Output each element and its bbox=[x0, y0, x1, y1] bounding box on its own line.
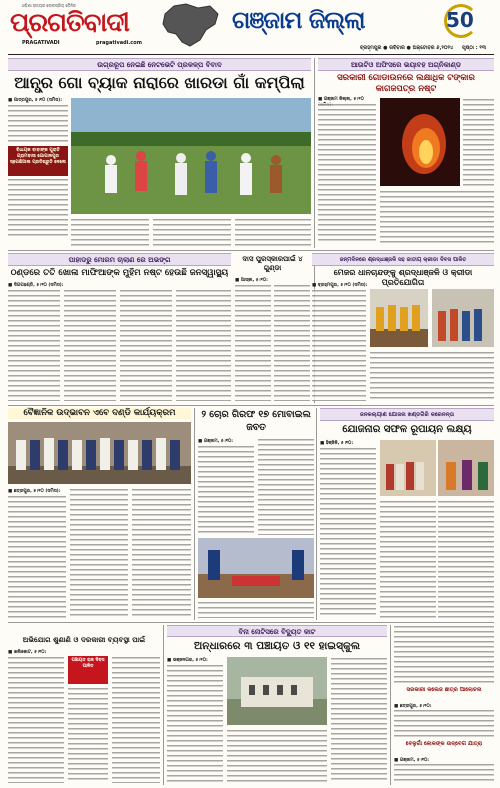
brief-1-headline: ସରକାରୀ କଲେଜ ଛାତ୍ର ଆଲୋଚନା bbox=[406, 687, 482, 693]
story-5-headline: ମେଜର ଧାନଚାନ୍ଦଙ୍କୁ ଶ୍ରଦ୍ଧାଞ୍ଜଳି ଓ କ୍ରୀଡା ପ୍ରତିଯୋଗିତା bbox=[333, 268, 473, 287]
story-9-body-3 bbox=[112, 656, 160, 783]
brief-2-byline: ■ ଗଞ୍ଜାମ, ୫।୧୦: bbox=[394, 758, 430, 763]
brief-0-body bbox=[394, 625, 494, 683]
story-9-sub: ପଞ୍ଚାୟତ ରାଜ ଦିବସ ପାଳିତ bbox=[71, 658, 105, 669]
paper-name-en: PRAGATIVADI bbox=[22, 40, 60, 46]
brief-1-body bbox=[394, 709, 494, 737]
story-7-body-1 bbox=[198, 445, 254, 535]
story-10-kicker: ବିନା ନୋଟିସରେ ବିଦ୍ୟୁତ କାଟ bbox=[167, 625, 387, 637]
brief-2-headline: ବେଳୁଗାଁ ଲୋକଙ୍କ ଉଦ୍ବେଗ ଯାତ୍ରା bbox=[405, 741, 483, 747]
story-8-byline: ■ ହିଞ୍ଜିଳି, ୫।୧୦: bbox=[320, 441, 354, 446]
story-8-kicker: ଜନକଲ୍ୟାଣ ଯୋଜନା ଖଣ୍ଡଗିରି କରେନନ୍ତା bbox=[320, 408, 494, 421]
story-1-byline: ■ ପାତ୍ରପୁର, ୫।୧୦ (ସମିସ): bbox=[8, 98, 63, 103]
story-2-body bbox=[318, 103, 376, 243]
story-3 bbox=[8, 253, 231, 403]
story-3-headline: ଠଣ୍ଡରେ ତତି ଖୋଳା ମାଫିଆଙ୍କ ମୁହିମ ନଷ୍ଟ ହେଉଛି ଜନସ୍ୱାସ୍ଥ୍ୟ bbox=[10, 268, 229, 278]
story-4-body-2 bbox=[274, 284, 310, 401]
story-4 bbox=[235, 253, 310, 403]
masthead-rule bbox=[8, 54, 494, 55]
story-1-body-3 bbox=[71, 218, 149, 246]
story-6-headline: ବୈଜ୍ଞାନିକ ଉଦ୍ଭାବନ ଏବେ ଦଣ୍ଡି କାର୍ଯ୍ୟକ୍ରମ bbox=[8, 408, 191, 419]
story-8-body-1 bbox=[320, 447, 376, 618]
story-1-body-5 bbox=[235, 218, 311, 246]
story-6-body-3 bbox=[132, 488, 191, 618]
story-6-body-1 bbox=[8, 495, 66, 618]
story-5-body-2 bbox=[370, 351, 494, 401]
row-rule-3 bbox=[8, 622, 494, 623]
brief-2-body bbox=[394, 763, 494, 783]
website: pragativadi.com bbox=[96, 40, 142, 46]
story-5-kicker: ଜନ୍ମଦିନରେ ଶ୍ରଦ୍ଧାଞ୍ଜଳି ସହ ଜାତୀୟ କ୍ରୀଡା ଦିବସ ପାଳିତ bbox=[312, 253, 494, 266]
story-2-body-3 bbox=[380, 190, 494, 244]
story-5-photo-1 bbox=[370, 289, 428, 347]
column-rule-3 bbox=[194, 408, 195, 620]
story-1-body bbox=[8, 104, 68, 144]
story-9-body-1 bbox=[8, 656, 64, 783]
briefs bbox=[394, 625, 494, 785]
story-1-body-2 bbox=[8, 178, 68, 238]
story-3-kicker: ପାହାଡରୁ ମୋରମ ଚାଲାଣ ରେ ଅଭଙ୍ଗ bbox=[8, 253, 231, 266]
story-10-body-1 bbox=[167, 664, 223, 783]
story-1-kicker: ଉଗ୍ରରୂପ ନେଇଛି ନେଟଭେଟି ପ୍ରକଳ୍ପ ବିବାଦ bbox=[8, 58, 311, 71]
story-8-headline: ଯୋଜନାର ସଫଳ ରୂପାୟନ ଲକ୍ଷ୍ୟ bbox=[342, 424, 472, 435]
story-6-body-2 bbox=[70, 488, 128, 618]
story-7-headline: ୨ ଚୋର ଗିରଫ ୧୭ ମୋବାଇଲ ଜବତ bbox=[201, 409, 311, 433]
story-2-byline: ■ ଗଞ୍ଜାମ ଜିଲ୍ଲା, ୫।୧୦ bbox=[318, 97, 364, 102]
story-10-body-3 bbox=[227, 729, 327, 783]
story-3-body-2 bbox=[64, 289, 116, 401]
story-1-quote: ବିଧାୟକ ବାବାଙ୍କ ପୁରାତି ଗ୍ରାମବାସୀ ଗୋପାଳପୁର ସ୍ପେଶିଆଲ ପ୍ରତିଶ୍ରୁତି ଦେଲେ bbox=[10, 148, 66, 165]
story-1-photo bbox=[71, 98, 311, 214]
story-10-photo bbox=[227, 657, 327, 725]
story-5-body bbox=[312, 289, 366, 401]
story-4-body-1 bbox=[235, 284, 271, 401]
story-8-photo-1 bbox=[380, 440, 436, 496]
brief-1-byline: ■ ଛତ୍ରପୁର, ୫।୧୦: bbox=[394, 704, 432, 709]
column-rule-5 bbox=[163, 625, 164, 785]
story-9-headline: ଅଭିଯୋଗ ଶୁଣାଣି ଓ ଦରକାରୀ ବ୍ୟବସ୍ଥା ପାଇଁ bbox=[22, 635, 146, 644]
story-9-body-2 bbox=[68, 687, 108, 783]
story-2-photo bbox=[380, 98, 460, 186]
story-10 bbox=[167, 625, 387, 785]
story-8 bbox=[320, 408, 494, 620]
story-10-byline: ■ ଭଞ୍ଜନଗର, ୫।୧୦: bbox=[167, 658, 208, 663]
story-10-headline: ଅନ୍ଧାରରେ ୩ ପଞ୍ଚାୟତ ଓ ୧୧ ହାଇସ୍କୁଲ bbox=[193, 640, 361, 652]
story-5-byline: ■ ବ୍ରହ୍ମପୁର, ୫।୧୦ (ସମିସ): bbox=[312, 283, 368, 288]
story-3-byline: ■ ଦିଗପହଣ୍ଡି, ୫।୧୦ (ସମିସ): bbox=[8, 283, 64, 288]
story-7-photo bbox=[198, 538, 314, 598]
masthead-tagline: ଓଡ଼ିଶା ରାଜ୍ୟର ଲୋକପ୍ରିୟ ଦୈନିକ bbox=[22, 3, 77, 8]
story-1-body-4 bbox=[153, 218, 231, 246]
row-rule-1 bbox=[8, 250, 494, 251]
anniversary-number: 50 bbox=[446, 8, 474, 32]
story-9-highlight-box bbox=[68, 656, 108, 684]
story-5 bbox=[312, 253, 494, 403]
odisha-map-icon bbox=[160, 2, 222, 48]
story-3-body-3 bbox=[120, 289, 172, 401]
district-title: ଗଞ୍ଜାମ ଜିଲ୍ଲା bbox=[232, 6, 365, 34]
story-3-body-4 bbox=[176, 289, 231, 401]
story-4-byline: ■ ଆସ୍କା, ୫।୧୦: bbox=[235, 278, 268, 283]
masthead bbox=[0, 0, 500, 56]
story-7 bbox=[198, 408, 314, 620]
story-2-kicker: ଆଉଟିଓ ଅଫିସରେ ଭୟାବହ ଅଗ୍ନିକାଣ୍ଡ bbox=[318, 58, 494, 71]
story-5-photo-2 bbox=[432, 289, 494, 347]
story-1-quote-box bbox=[8, 146, 68, 176]
story-1-headline: ଆନ୍ଧ୍ର ଗୋ ବ୍ୟାକ ନାରାରେ ଖାରଡା ଗାଁ କମ୍ପିଲା bbox=[14, 73, 305, 92]
story-8-photo-2 bbox=[438, 440, 494, 496]
column-rule-4 bbox=[316, 408, 317, 620]
column-rule-1 bbox=[314, 58, 315, 248]
story-8-body-3 bbox=[438, 500, 494, 618]
page-number: ପୃଷ୍ଠା : ୧୩ bbox=[462, 45, 486, 51]
story-2-body-2 bbox=[463, 98, 494, 186]
column-rule-6 bbox=[390, 625, 391, 785]
story-1 bbox=[8, 58, 311, 248]
story-10-body-2 bbox=[331, 657, 387, 783]
date-line: ବ୍ରହ୍ମପୁର ● ରବିବାର ● ଅକ୍ଟୋବର ୬,୨୦୨୪ bbox=[360, 45, 454, 51]
story-6 bbox=[8, 408, 191, 620]
story-9 bbox=[8, 625, 160, 785]
paper-name: ପ୍ରଗତିବାଦୀ bbox=[10, 8, 129, 38]
story-2-headline: ସରକାରୀ ଗୋଡାଉନରେ ଲକ୍ଷାଧିକ ଟଙ୍କାର କାଗଜପତ୍ର ନଷ୍ଟ bbox=[337, 73, 475, 94]
story-7-body-3 bbox=[198, 601, 314, 618]
story-6-byline: ■ ଛତ୍ରପୁର, ୫।୧୦ (ସମିସ): bbox=[8, 489, 61, 494]
story-7-byline: ■ ଗଞ୍ଜାମ, ୫।୧୦: bbox=[198, 439, 234, 444]
story-3-body-1 bbox=[8, 289, 60, 401]
story-8-body-2 bbox=[380, 500, 436, 618]
story-2 bbox=[318, 58, 494, 248]
story-7-body-2 bbox=[258, 438, 314, 535]
row-rule-2 bbox=[8, 405, 494, 406]
story-6-photo bbox=[8, 422, 191, 484]
anniversary-logo-icon bbox=[438, 4, 486, 38]
story-9-byline: ■ ଖଲିକୋଟ, ୫।୧୦: bbox=[8, 650, 47, 655]
story-4-headline: ଦାସ ପୁରସ୍କାରପାଇଁ ୪ ଗୁଣ୍ଡା bbox=[242, 255, 303, 272]
